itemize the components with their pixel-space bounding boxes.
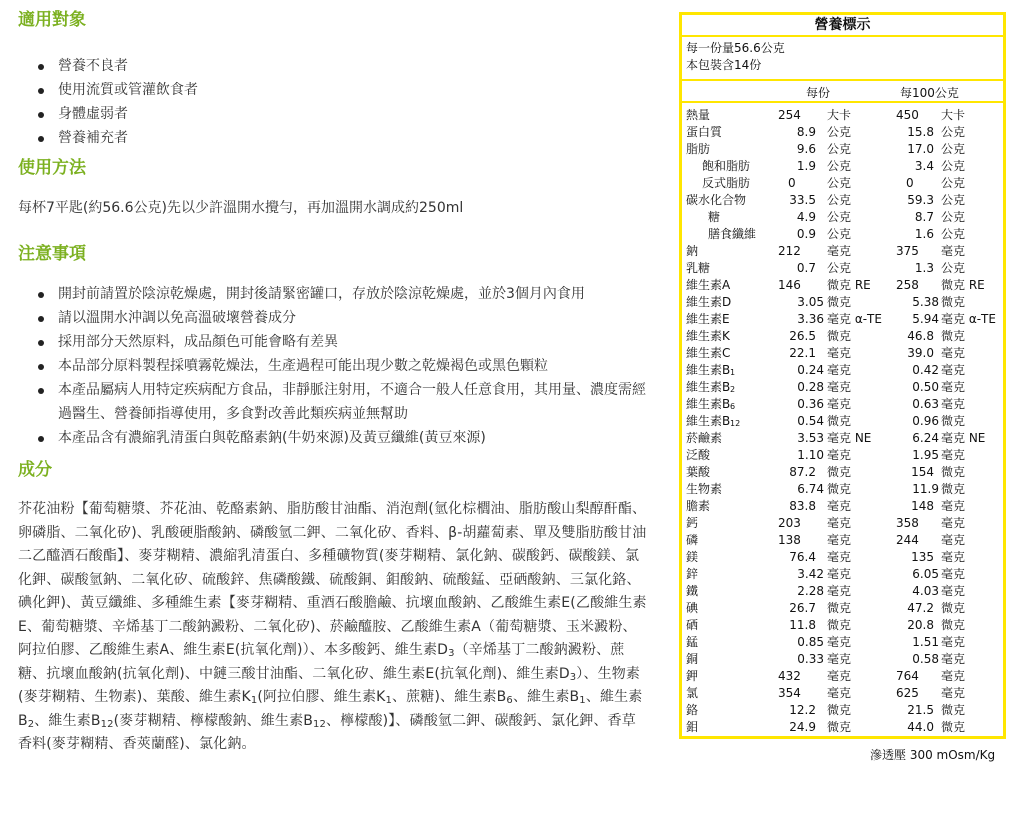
value-per-100g: 375 <box>896 244 919 258</box>
value-per-100g: 764 <box>896 669 919 683</box>
nutrition-title: 營養標示 <box>682 15 1003 37</box>
value-per-serving: 22.1 <box>789 346 816 360</box>
value-per-serving: 9.6 <box>796 142 816 156</box>
nutrient-row <box>682 396 1003 413</box>
nutrient-row <box>682 685 1003 702</box>
bullet-icon <box>38 340 44 346</box>
nutrient-name: 糖 <box>708 210 721 224</box>
value-per-serving: 33.5 <box>789 193 816 207</box>
unit-per-100g: 大卡 <box>941 108 966 122</box>
nutrient-row <box>682 243 1003 260</box>
value-per-serving: 1.9 <box>796 159 816 173</box>
unit-per-serving: 微克 <box>827 465 852 479</box>
unit-per-serving: 毫克 NE <box>827 431 872 445</box>
value-per-serving: 4.9 <box>796 210 816 224</box>
value-per-serving: 3.53 <box>797 431 824 445</box>
unit-per-100g: 毫克 <box>941 380 966 394</box>
nutrient-name: 維生素C <box>686 346 731 360</box>
unit-per-100g: 公克 <box>941 142 966 156</box>
value-per-serving: 0.7 <box>796 261 816 275</box>
nutrient-name: 菸鹼素 <box>686 431 723 445</box>
usage-text: 每杯7平匙(約56.6公克)先以少許溫開水攪勻，再加溫開水調成約250ml <box>18 200 464 216</box>
nutrient-row <box>682 651 1003 668</box>
unit-per-serving: 毫克 <box>827 567 852 581</box>
nutrition-rows <box>682 103 1003 736</box>
list-item: 請以溫開水沖調以免高溫破壞營養成分 <box>18 306 648 330</box>
value-per-serving: 76.4 <box>789 550 816 564</box>
nutrient-row <box>682 226 1003 243</box>
unit-per-100g: 公克 <box>941 176 966 190</box>
unit-per-serving: 公克 <box>827 210 852 224</box>
nutrient-name: 氯 <box>686 686 699 700</box>
unit-per-serving: 微克 RE <box>827 278 871 292</box>
unit-per-100g: 毫克 <box>941 533 966 547</box>
value-per-100g: 39.0 <box>907 346 934 360</box>
unit-per-serving: 微克 <box>827 703 852 717</box>
unit-per-100g: 毫克 NE <box>941 431 986 445</box>
value-per-serving: 0 <box>788 176 796 190</box>
unit-per-serving: 微克 <box>827 329 852 343</box>
nutrient-row <box>682 430 1003 447</box>
unit-per-serving: 公克 <box>827 142 852 156</box>
value-per-serving: 354 <box>778 686 801 700</box>
osmolality-note: 滲透壓 300 mOsm/Kg <box>870 748 996 762</box>
unit-per-serving: 毫克 <box>827 584 852 598</box>
value-per-serving: 87.2 <box>789 465 816 479</box>
unit-per-100g: 微克 <box>941 703 966 717</box>
value-per-serving: 0.28 <box>797 380 824 394</box>
unit-per-serving: 公克 <box>827 176 852 190</box>
value-per-100g: 1.6 <box>914 227 934 241</box>
unit-per-100g: 毫克 <box>941 584 966 598</box>
nutrient-name: 鐵 <box>686 584 699 598</box>
nutrient-row <box>682 294 1003 311</box>
bullet-icon <box>38 136 44 142</box>
unit-per-serving: 毫克 <box>827 346 852 360</box>
value-per-100g: 358 <box>896 516 919 530</box>
col-per-100g: 每100公克 <box>900 86 959 100</box>
unit-per-serving: 毫克 <box>827 686 852 700</box>
unit-per-serving: 公克 <box>827 193 852 207</box>
nutrient-name: 膽素 <box>686 499 711 513</box>
notes-list <box>18 282 648 450</box>
value-per-100g: 44.0 <box>907 720 934 734</box>
value-per-100g: 0.96 <box>912 414 939 428</box>
nutrient-name: 鋅 <box>686 567 699 581</box>
nutrient-row <box>682 345 1003 362</box>
value-per-100g: 6.24 <box>912 431 939 445</box>
value-per-serving: 0.33 <box>797 652 824 666</box>
value-per-100g: 1.95 <box>912 448 939 462</box>
nutrient-name: 碘 <box>686 601 699 615</box>
value-per-100g: 5.94 <box>912 312 939 326</box>
nutrient-name-subscript: 12 <box>730 419 741 428</box>
unit-per-100g: 微克 <box>941 720 966 734</box>
unit-per-serving: 毫克 <box>827 652 852 666</box>
unit-per-serving: 毫克 <box>827 550 852 564</box>
nutrient-name: 鉻 <box>686 703 699 717</box>
nutrient-name: 維生素B <box>686 397 731 411</box>
unit-per-100g: 毫克 <box>941 397 966 411</box>
col-per-serving: 每份 <box>806 86 831 100</box>
nutrient-name: 磷 <box>686 533 699 547</box>
value-per-serving: 1.10 <box>797 448 824 462</box>
nutrient-row <box>682 600 1003 617</box>
unit-per-serving: 微克 <box>827 601 852 615</box>
unit-per-100g: 微克 RE <box>941 278 985 292</box>
value-per-serving: 11.8 <box>789 618 816 632</box>
bullet-icon <box>38 316 44 322</box>
unit-per-100g: 公克 <box>941 193 966 207</box>
bullet-icon <box>38 112 44 118</box>
target-heading: 適用對象 <box>18 10 86 30</box>
value-per-100g: 20.8 <box>907 618 934 632</box>
nutrient-name: 飽和脂肪 <box>702 159 751 173</box>
value-per-serving: 0.24 <box>797 363 824 377</box>
value-per-100g: 0.63 <box>912 397 939 411</box>
unit-per-serving: 微克 <box>827 414 852 428</box>
nutrient-row <box>682 566 1003 583</box>
nutrient-row <box>682 481 1003 498</box>
nutrient-row <box>682 668 1003 685</box>
value-per-serving: 26.5 <box>789 329 816 343</box>
list-item: 身體虛弱者 <box>18 102 648 126</box>
unit-per-100g: 毫克 <box>941 516 966 530</box>
nutrient-name: 維生素K <box>686 329 730 343</box>
value-per-100g: 0.50 <box>912 380 939 394</box>
nutrient-row <box>682 549 1003 566</box>
unit-per-serving: 大卡 <box>827 108 852 122</box>
value-per-100g: 6.05 <box>912 567 939 581</box>
unit-per-100g: 公克 <box>941 125 966 139</box>
unit-per-serving: 毫克 <box>827 635 852 649</box>
nutrient-row <box>682 719 1003 736</box>
value-per-100g: 21.5 <box>907 703 934 717</box>
unit-per-100g: 公克 <box>941 159 966 173</box>
value-per-serving: 254 <box>778 108 801 122</box>
nutrient-name: 蛋白質 <box>686 125 723 139</box>
value-per-serving: 432 <box>778 669 801 683</box>
nutrient-name: 泛酸 <box>686 448 711 462</box>
unit-per-serving: 毫克 <box>827 244 852 258</box>
nutrient-row <box>682 311 1003 328</box>
value-per-100g: 8.7 <box>914 210 934 224</box>
target-list <box>18 54 648 150</box>
nutrient-name: 熱量 <box>686 108 711 122</box>
unit-per-100g: 毫克 <box>941 363 966 377</box>
value-per-100g: 15.8 <box>907 125 934 139</box>
value-per-100g: 258 <box>896 278 919 292</box>
nutrient-row <box>682 583 1003 600</box>
nutrient-name: 維生素B <box>686 380 731 394</box>
value-per-100g: 4.03 <box>912 584 939 598</box>
unit-per-100g: 毫克 <box>941 244 966 258</box>
nutrient-name: 鈣 <box>686 516 699 530</box>
usage-heading: 使用方法 <box>18 158 86 178</box>
value-per-100g: 59.3 <box>907 193 934 207</box>
nutrient-name-subscript: 1 <box>730 368 736 377</box>
value-per-100g: 1.51 <box>912 635 939 649</box>
nutrient-row <box>682 209 1003 226</box>
unit-per-100g: 毫克 <box>941 669 966 683</box>
nutrient-row <box>682 702 1003 719</box>
nutrient-row <box>682 634 1003 651</box>
value-per-100g: 0 <box>906 176 914 190</box>
nutrient-row <box>682 277 1003 294</box>
unit-per-serving: 毫克 <box>827 669 852 683</box>
nutrition-column-header <box>682 79 1003 103</box>
value-per-100g: 5.38 <box>912 295 939 309</box>
nutrient-row <box>682 464 1003 481</box>
list-item: 本產品屬病人用特定疾病配方食品，非靜脈注射用，不適合一般人任意食用，其用量、濃度需經過醫生、營養師指導使用，多食對改善此類疾病並無幫助 <box>18 378 648 426</box>
value-per-serving: 203 <box>778 516 801 530</box>
unit-per-100g: 毫克 <box>941 346 966 360</box>
unit-per-100g: 毫克 <box>941 499 966 513</box>
nutrient-name: 硒 <box>686 618 699 632</box>
value-per-serving: 212 <box>778 244 801 258</box>
notes-heading: 注意事項 <box>18 244 86 264</box>
nutrient-name: 葉酸 <box>686 465 711 479</box>
nutrient-name: 銅 <box>686 652 699 666</box>
unit-per-100g: 毫克 <box>941 652 966 666</box>
nutrient-name: 脂肪 <box>686 142 711 156</box>
product-info-column <box>18 8 648 757</box>
nutrient-name: 維生素D <box>686 295 732 309</box>
list-item: 開封前請置於陰涼乾燥處，開封後請緊密罐口，存放於陰涼乾燥處，並於3個月內食用 <box>18 282 648 306</box>
value-per-100g: 47.2 <box>907 601 934 615</box>
value-per-serving: 0.9 <box>796 227 816 241</box>
nutrient-row <box>682 447 1003 464</box>
nutrient-row <box>682 328 1003 345</box>
nutrient-name-subscript: 2 <box>730 385 736 394</box>
nutrient-row <box>682 192 1003 209</box>
nutrient-name: 生物素 <box>686 482 723 496</box>
bullet-icon <box>38 88 44 94</box>
value-per-100g: 135 <box>911 550 934 564</box>
unit-per-serving: 公克 <box>827 159 852 173</box>
unit-per-100g: 毫克 <box>941 550 966 564</box>
value-per-100g: 154 <box>911 465 934 479</box>
value-per-100g: 3.4 <box>914 159 934 173</box>
unit-per-serving: 毫克 <box>827 380 852 394</box>
nutrient-row <box>682 515 1003 532</box>
list-item: 營養不良者 <box>18 54 648 78</box>
bullet-icon <box>38 436 44 442</box>
value-per-100g: 148 <box>911 499 934 513</box>
unit-per-100g: 微克 <box>941 465 966 479</box>
unit-per-serving: 毫克 <box>827 499 852 513</box>
list-item: 營養補充者 <box>18 126 648 150</box>
value-per-serving: 2.28 <box>797 584 824 598</box>
unit-per-100g: 毫克 <box>941 567 966 581</box>
unit-per-100g: 毫克 α-TE <box>941 312 996 326</box>
unit-per-serving: 毫克 <box>827 448 852 462</box>
unit-per-serving: 毫克 <box>827 516 852 530</box>
nutrient-name: 鈉 <box>686 244 699 258</box>
serving-info <box>682 37 1003 79</box>
nutrient-name: 膳食纖維 <box>708 227 757 241</box>
value-per-serving: 83.8 <box>789 499 816 513</box>
unit-per-100g: 微克 <box>941 329 966 343</box>
value-per-serving: 12.2 <box>789 703 816 717</box>
value-per-100g: 11.9 <box>912 482 939 496</box>
unit-per-serving: 公克 <box>827 125 852 139</box>
unit-per-serving: 毫克 <box>827 533 852 547</box>
unit-per-serving: 微克 <box>827 295 852 309</box>
value-per-serving: 146 <box>778 278 801 292</box>
unit-per-100g: 毫克 <box>941 635 966 649</box>
nutrient-name: 錳 <box>686 635 699 649</box>
nutrient-name: 鎂 <box>686 550 699 564</box>
nutrient-name: 碳水化合物 <box>686 193 747 207</box>
unit-per-serving: 微克 <box>827 482 852 496</box>
value-per-serving: 8.9 <box>796 125 816 139</box>
nutrient-row <box>682 498 1003 515</box>
unit-per-100g: 微克 <box>941 601 966 615</box>
value-per-serving: 3.36 <box>797 312 824 326</box>
value-per-serving: 0.54 <box>797 414 824 428</box>
value-per-serving: 26.7 <box>789 601 816 615</box>
unit-per-100g: 公克 <box>941 210 966 224</box>
unit-per-serving: 公克 <box>827 227 852 241</box>
nutrient-row <box>682 107 1003 124</box>
nutrient-row <box>682 124 1003 141</box>
bullet-icon <box>38 64 44 70</box>
nutrient-name: 維生素B <box>686 414 731 428</box>
nutrient-row <box>682 413 1003 430</box>
nutrient-name: 維生素B <box>686 363 731 377</box>
value-per-100g: 0.58 <box>912 652 939 666</box>
nutrient-row <box>682 141 1003 158</box>
value-per-100g: 625 <box>896 686 919 700</box>
nutrient-row <box>682 532 1003 549</box>
value-per-100g: 46.8 <box>907 329 934 343</box>
list-item: 本品部分原料製程採噴霧乾燥法，生產過程可能出現少數之乾燥褐色或黑色顆粒 <box>18 354 648 378</box>
value-per-100g: 450 <box>896 108 919 122</box>
nutrient-row <box>682 158 1003 175</box>
nutrient-row <box>682 260 1003 277</box>
bullet-icon <box>38 364 44 370</box>
nutrient-row <box>682 617 1003 634</box>
serving-size: 每一份量56.6公克 <box>686 41 785 55</box>
value-per-100g: 244 <box>896 533 919 547</box>
unit-per-serving: 公克 <box>827 261 852 275</box>
value-per-100g: 17.0 <box>907 142 934 156</box>
unit-per-100g: 毫克 <box>941 448 966 462</box>
value-per-serving: 3.05 <box>797 295 824 309</box>
nutrient-name: 鉬 <box>686 720 699 734</box>
nutrient-name: 維生素A <box>686 278 731 292</box>
unit-per-100g: 毫克 <box>941 686 966 700</box>
servings-per-pack: 本包裝含14份 <box>686 58 762 72</box>
bullet-icon <box>38 292 44 298</box>
nutrient-row <box>682 379 1003 396</box>
list-item: 使用流質或管灌飲食者 <box>18 78 648 102</box>
nutrient-row <box>682 362 1003 379</box>
unit-per-100g: 微克 <box>941 295 966 309</box>
nutrient-name: 乳糖 <box>686 261 711 275</box>
unit-per-100g: 微克 <box>941 618 966 632</box>
ingredients-text: 芥花油粉【葡萄糖漿、芥花油、乾酪素鈉、脂肪酸甘油酯、消泡劑(氫化棕櫚油、脂肪酸山梨醇酐酯、卵磷脂、二氧化矽)、乳酸硬脂酸鈉、磷酸氫二鉀、二氧化矽、香料、β-胡蘿蔔素、單及雙脂肪酸甘油二乙醯酒石酸酯】、麥芽糊精、濃縮乳清蛋白、多種礦物質(麥芽糊精、氯化鈉、碳酸鈣、碳酸鎂、氯化鉀、碳酸氫鈉、二氧化矽、硫酸鋅、焦磷酸鐵、硫酸銅、鉬酸鈉、硫酸錳、亞硒酸鈉、三氯化鉻、碘化鉀)、黃豆纖維、多種維生素【麥芽糊精、重酒石酸膽鹼、抗壞血酸鈉、乙酸維生素E(乙酸維生素E、葡萄糖漿、辛烯基丁二酸鈉澱粉、二氧化矽)、菸鹼醯胺、乙酸維生素A（葡萄糖漿、玉米澱粉、阿拉伯膠、乙酸維生素A、維生素E(抗氧化劑)）、本多酸鈣、維生素$D_3$（辛烯基丁二酸鈉澱粉、蔗糖、抗壞血酸鈉(抗氧化劑)、中鏈三酸甘油酯、二氧化矽、維生素E(抗氧化劑)、維生素$D_3$）、生物素(麥芽糊精、生物素)、葉酸、維生素$K_1$(阿拉伯膠、維生素$K_1$、蔗糖)、維生素$B_6$、維生素$B_1$、維生素$B_2$、維生素$B_{12}$(麥芽糊精、檸檬酸鈉、維生素$B_{12}$、檸檬酸)】、磷酸氫二鉀、碳酸鈣、氯化鉀、香草香料(麥芽糊精、香莢蘭醛)、氯化鈉。 <box>18 501 647 752</box>
unit-per-serving: 微克 <box>827 720 852 734</box>
unit-per-100g: 微克 <box>941 414 966 428</box>
unit-per-serving: 微克 <box>827 618 852 632</box>
nutrient-row <box>682 175 1003 192</box>
value-per-serving: 138 <box>778 533 801 547</box>
bullet-icon <box>38 388 44 394</box>
value-per-serving: 3.42 <box>797 567 824 581</box>
unit-per-100g: 微克 <box>941 482 966 496</box>
unit-per-serving: 毫克 <box>827 363 852 377</box>
nutrient-name: 反式脂肪 <box>702 176 751 190</box>
unit-per-serving: 毫克 α-TE <box>827 312 882 326</box>
ingredients-heading: 成分 <box>18 460 52 480</box>
nutrient-name-subscript: 6 <box>730 402 736 411</box>
value-per-100g: 1.3 <box>914 261 934 275</box>
value-per-serving: 0.85 <box>797 635 824 649</box>
value-per-serving: 6.74 <box>797 482 824 496</box>
value-per-serving: 0.36 <box>797 397 824 411</box>
unit-per-100g: 公克 <box>941 261 966 275</box>
value-per-100g: 0.42 <box>912 363 939 377</box>
value-per-serving: 24.9 <box>789 720 816 734</box>
nutrient-name: 鉀 <box>686 669 699 683</box>
list-item: 採用部分天然原料，成品顏色可能會略有差異 <box>18 330 648 354</box>
nutrition-facts-panel <box>679 12 1006 739</box>
nutrient-name: 維生素E <box>686 312 730 326</box>
unit-per-100g: 公克 <box>941 227 966 241</box>
list-item: 本產品含有濃縮乳清蛋白與乾酪素鈉(牛奶來源)及黃豆纖維(黃豆來源) <box>18 426 648 450</box>
unit-per-serving: 毫克 <box>827 397 852 411</box>
